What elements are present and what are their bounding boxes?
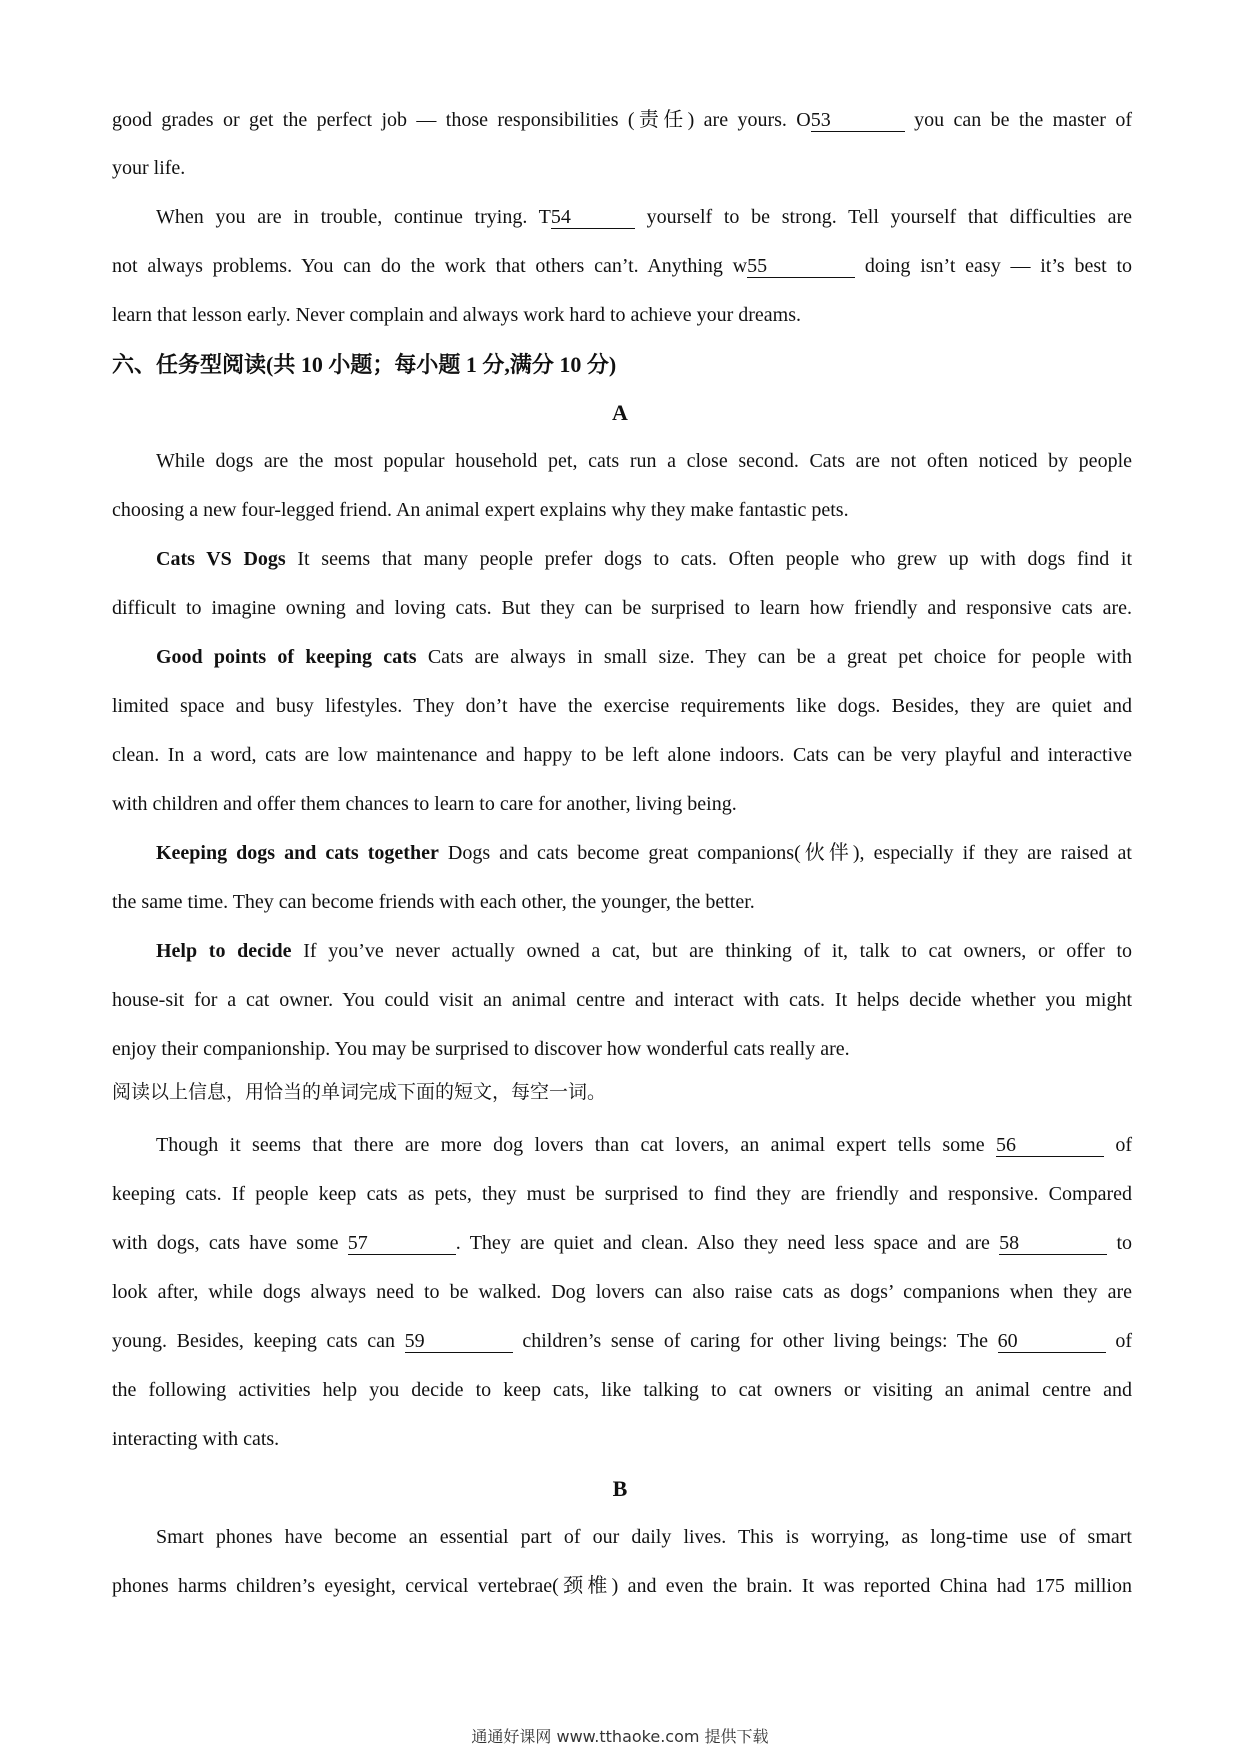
blank-56[interactable]: 56	[996, 1134, 1104, 1157]
text-line: phones harms children’s eyesight, cervical vertebrae(颈椎) and even the brain. It was reported China had 175 million	[112, 1575, 1132, 1597]
text-line: with dogs, cats have some 57 . They are quiet and clean. Also they need less space and are 58 to	[112, 1232, 1133, 1254]
page-footer: 通通好课网 www.tthaoke.com 提供下载	[471, 1727, 769, 1746]
subheading-good-points: Good points of keeping cats	[156, 646, 417, 668]
instruction-text: 阅读以上信息，用恰当的单词完成下面的短文，每空一词。	[112, 1081, 607, 1103]
subheading-help-to-decide: Help to decide	[156, 940, 292, 962]
subheading-keeping-together: Keeping dogs and cats together	[156, 842, 439, 864]
text-line: Help to decide If you’ve never actually owned a cat, but are thinking of it, talk to cat owners, or offer to	[156, 940, 1132, 962]
text-line: not always problems. You can do the work that others can’t. Anything w55 doing isn’t easy — it’s best to	[112, 255, 1133, 277]
blank-59[interactable]: 59	[405, 1330, 513, 1353]
text-line: the same time. They can become friends with each other, the younger, the better.	[112, 891, 755, 913]
blank-58[interactable]: 58	[999, 1232, 1107, 1255]
blank-54[interactable]: 54	[551, 206, 635, 229]
blank-57[interactable]: 57	[348, 1232, 456, 1255]
passage-b-heading: B	[612, 1476, 628, 1501]
text-line: house-sit for a cat owner. You could visit an animal centre and interact with cats. It helps decide whether you might	[112, 989, 1132, 1011]
text-line: enjoy their companionship. You may be surprised to discover how wonderful cats really are.	[112, 1038, 850, 1060]
text-line: learn that lesson early. Never complain and always work hard to achieve your dreams.	[112, 304, 802, 326]
text-line: Keeping dogs and cats together Dogs and cats become great companions(伙伴), especially if they are raised at	[156, 842, 1132, 864]
text-line: young. Besides, keeping cats can 59 children’s sense of caring for other living beings: The 60 of	[112, 1330, 1132, 1352]
text-line: with children and offer them chances to learn to care for another, living being.	[112, 793, 737, 815]
text-line: difficult to imagine owning and loving cats. But they can be surprised to learn how friendly and responsive cats are.	[112, 597, 1132, 619]
text-line: Good points of keeping cats Cats are always in small size. They can be a great pet choice for people with	[156, 646, 1132, 668]
section-title: 六、任务型阅读(共 10 小题；每小题 1 分,满分 10 分)	[112, 352, 617, 377]
text-line: limited space and busy lifestyles. They don’t have the exercise requirements like dogs. Besides, they are quiet and	[112, 695, 1132, 717]
blank-60[interactable]: 60	[998, 1330, 1106, 1353]
text-line: While dogs are the most popular household pet, cats run a close second. Cats are not often noticed by people	[156, 450, 1132, 472]
text-line: keeping cats. If people keep cats as pets, they must be surprised to find they are friendly and responsive. Compared	[112, 1183, 1132, 1205]
text-line: the following activities help you decide to keep cats, like talking to cat owners or visiting an animal centre and	[112, 1379, 1132, 1401]
text-line: Though it seems that there are more dog lovers than cat lovers, an animal expert tells some 56 of	[156, 1134, 1132, 1156]
text-line: Cats VS Dogs It seems that many people prefer dogs to cats. Often people who grew up with dogs find it	[156, 548, 1133, 570]
text-line: your life.	[112, 157, 186, 179]
passage-a-heading: A	[612, 400, 628, 425]
subheading-cats-vs-dogs: Cats VS Dogs	[156, 548, 286, 570]
blank-55[interactable]: 55	[747, 255, 855, 278]
text-line: clean. In a word, cats are low maintenance and happy to be left alone indoors. Cats can be very playful and interactive	[112, 744, 1132, 766]
text-line: When you are in trouble, continue trying. T54 yourself to be strong. Tell yourself that difficulties are	[156, 206, 1133, 228]
blank-53[interactable]: 53	[811, 109, 905, 132]
text-line: interacting with cats.	[112, 1428, 280, 1450]
text-line: choosing a new four-legged friend. An animal expert explains why they make fantastic pets.	[112, 499, 849, 521]
text-line: Smart phones have become an essential part of our daily lives. This is worrying, as long-time use of smart	[156, 1526, 1132, 1548]
text-line: look after, while dogs always need to be walked. Dog lovers can also raise cats as dogs’ companions when they are	[112, 1281, 1132, 1303]
text-line: good grades or get the perfect job — those responsibilities (责任) are yours. O53 you can be the master of	[112, 109, 1132, 131]
